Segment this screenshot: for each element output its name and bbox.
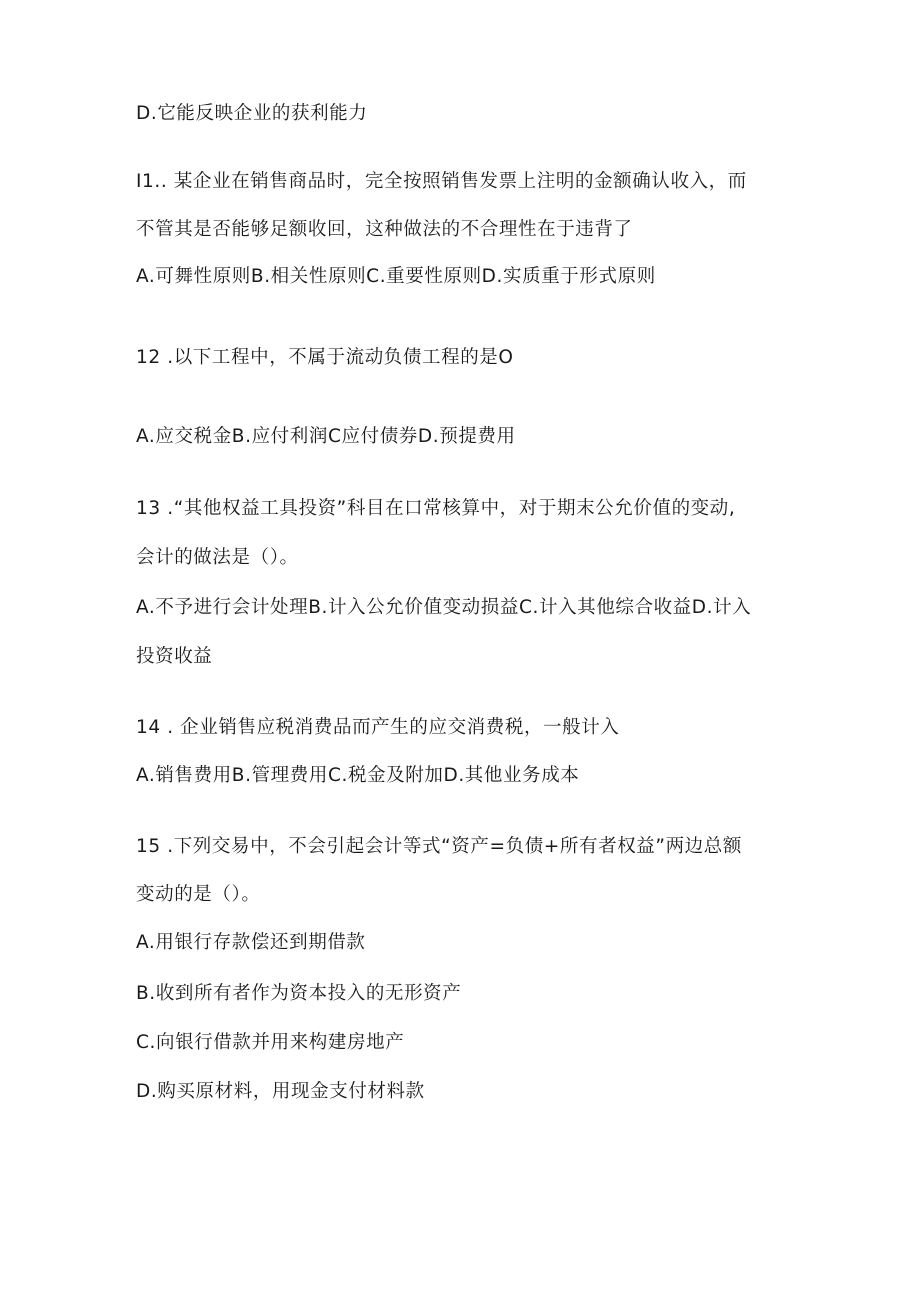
question-11-options: A.可舞性原则B.相关性原则C.重要性原则D.实质重于形式原则 bbox=[136, 266, 656, 287]
question-15-option-b: B.收到所有者作为资本投入的无形资产 bbox=[136, 983, 462, 1004]
question-15-option-d: D.购买原材料，用现金支付材料款 bbox=[136, 1081, 425, 1102]
question-11-text: I1.. 某企业在销售商品时，完全按照销售发票上注明的金额确认收入，而 bbox=[136, 171, 747, 192]
question-14-options: A.销售费用B.管理费用C.税金及附加D.其他业务成本 bbox=[136, 765, 580, 786]
question-12-text: 12 .以下工程中，不属于流动负债工程的是O bbox=[136, 347, 514, 368]
question-15-text: 15 .下列交易中，不会引起会计等式“资产=负债+所有者权益”两边总额 bbox=[136, 836, 742, 857]
question-15-option-c: C.向银行借款并用来构建房地产 bbox=[136, 1032, 405, 1053]
question-13-options: A.不予进行会计处理B.计入公允价值变动损益C.计入其他综合收益D.计入 bbox=[136, 597, 752, 618]
question-12-options: A.应交税金B.应付利润C应付债券D.预提费用 bbox=[136, 426, 516, 447]
question-15-text-cont: 变动的是（）。 bbox=[136, 884, 261, 905]
question-14-text: 14 . 企业销售应税消费品而产生的应交消费税，一般计入 bbox=[136, 717, 620, 738]
question-13-text-cont: 会计的做法是（）。 bbox=[136, 547, 299, 568]
question-13-options-cont: 投资收益 bbox=[136, 646, 213, 667]
question-11-text-cont: 不管其是否能够足额收回，这种做法的不合理性在于违背了 bbox=[136, 219, 633, 240]
question-13-text: 13 .“其他权益工具投资”科目在口常核算中，对于期末公允价值的变动, bbox=[136, 498, 736, 519]
option-d-q10: D.它能反映企业的获利能力 bbox=[136, 103, 368, 124]
question-15-option-a: A.用银行存款偿还到期借款 bbox=[136, 932, 366, 953]
